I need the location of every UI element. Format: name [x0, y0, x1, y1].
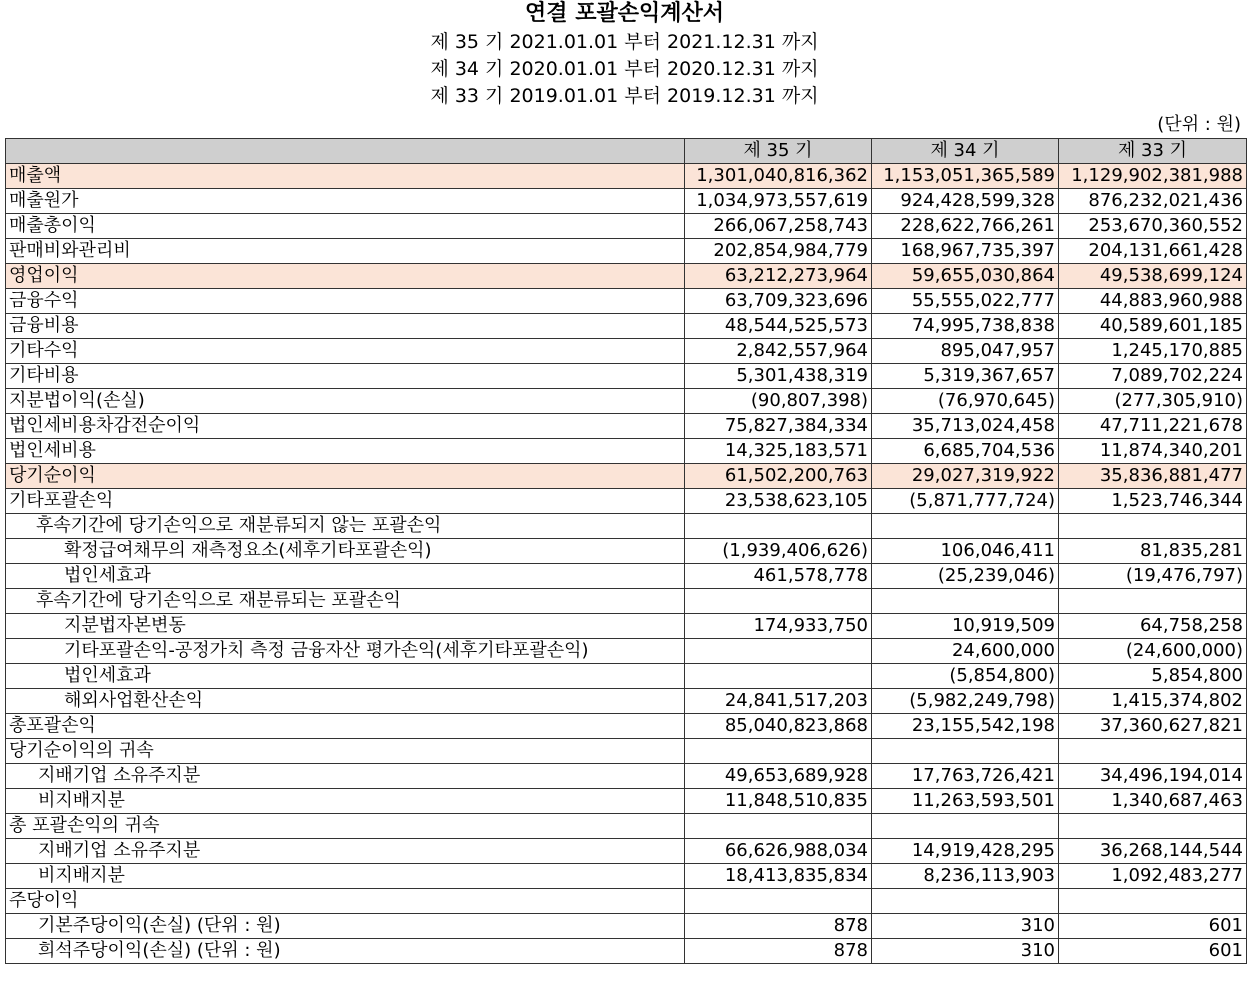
row-value-34: 228,622,766,261 — [872, 214, 1059, 239]
row-value-35: 266,067,258,743 — [685, 214, 872, 239]
table-row — [6, 389, 1247, 414]
row-label: 후속기간에 당기손익으로 재분류되지 않는 포괄손익 — [6, 514, 685, 539]
row-label: 법인세비용차감전순이익 — [6, 414, 685, 439]
row-label: 당기순이익의 귀속 — [6, 739, 685, 764]
header-period-34: 제 34 기 — [872, 139, 1059, 164]
row-value-35: 461,578,778 — [685, 564, 872, 589]
row-value-35: 2,842,557,964 — [685, 339, 872, 364]
row-label: 지분법이익(손실) — [6, 389, 685, 414]
header-account — [6, 139, 685, 164]
row-value-33: (277,305,910) — [1059, 389, 1247, 414]
row-value-33: 1,245,170,885 — [1059, 339, 1247, 364]
row-value-35: 49,653,689,928 — [685, 764, 872, 789]
table-row — [6, 514, 1247, 539]
row-value-35: 18,413,835,834 — [685, 864, 872, 889]
row-value-33 — [1059, 739, 1247, 764]
row-value-34 — [872, 814, 1059, 839]
row-value-34: 23,155,542,198 — [872, 714, 1059, 739]
row-value-34: 29,027,319,922 — [872, 464, 1059, 489]
table-row — [6, 339, 1247, 364]
row-value-34 — [872, 889, 1059, 914]
table-row — [6, 489, 1247, 514]
row-value-33: 49,538,699,124 — [1059, 264, 1247, 289]
table-row — [6, 264, 1247, 289]
row-label: 법인세효과 — [6, 664, 685, 689]
row-value-35: 1,301,040,816,362 — [685, 164, 872, 189]
row-value-35: 75,827,384,334 — [685, 414, 872, 439]
table-row — [6, 864, 1247, 889]
row-value-34: 59,655,030,864 — [872, 264, 1059, 289]
row-value-35 — [685, 889, 872, 914]
row-value-34: 17,763,726,421 — [872, 764, 1059, 789]
row-value-34 — [872, 514, 1059, 539]
table-row — [6, 839, 1247, 864]
row-value-34: (76,970,645) — [872, 389, 1059, 414]
row-value-35: (90,807,398) — [685, 389, 872, 414]
row-value-35: 14,325,183,571 — [685, 439, 872, 464]
row-value-34: 11,263,593,501 — [872, 789, 1059, 814]
row-value-33: 1,092,483,277 — [1059, 864, 1247, 889]
row-value-35: 878 — [685, 914, 872, 939]
row-label: 비지배지분 — [6, 789, 685, 814]
row-label: 총포괄손익 — [6, 714, 685, 739]
table-row — [6, 439, 1247, 464]
table-row — [6, 589, 1247, 614]
row-value-33 — [1059, 589, 1247, 614]
row-value-33: 601 — [1059, 914, 1247, 939]
row-value-35: 48,544,525,573 — [685, 314, 872, 339]
row-value-35 — [685, 739, 872, 764]
table-row — [6, 164, 1247, 189]
table-row — [6, 664, 1247, 689]
row-label: 해외사업환산손익 — [6, 689, 685, 714]
table-row — [6, 414, 1247, 439]
table-row — [6, 639, 1247, 664]
row-value-34: 14,919,428,295 — [872, 839, 1059, 864]
row-value-33: 1,340,687,463 — [1059, 789, 1247, 814]
row-value-35: 24,841,517,203 — [685, 689, 872, 714]
row-value-34: 74,995,738,838 — [872, 314, 1059, 339]
row-value-35 — [685, 589, 872, 614]
header-period-35: 제 35 기 — [685, 139, 872, 164]
row-value-35: 63,212,273,964 — [685, 264, 872, 289]
row-value-33: (24,600,000) — [1059, 639, 1247, 664]
row-value-35: 23,538,623,105 — [685, 489, 872, 514]
row-value-35: (1,939,406,626) — [685, 539, 872, 564]
table-row — [6, 314, 1247, 339]
row-value-33: 81,835,281 — [1059, 539, 1247, 564]
row-value-33: 35,836,881,477 — [1059, 464, 1247, 489]
row-value-34: (25,239,046) — [872, 564, 1059, 589]
row-value-35: 174,933,750 — [685, 614, 872, 639]
row-label: 기타비용 — [6, 364, 685, 389]
period-line-35: 제 35 기 2021.01.01 부터 2021.12.31 까지 — [430, 31, 819, 53]
row-value-35: 11,848,510,835 — [685, 789, 872, 814]
table-row — [6, 714, 1247, 739]
row-label: 법인세효과 — [6, 564, 685, 589]
table-row — [6, 939, 1247, 964]
row-value-35 — [685, 664, 872, 689]
table-row — [6, 739, 1247, 764]
row-label: 판매비와관리비 — [6, 239, 685, 264]
row-value-35: 61,502,200,763 — [685, 464, 872, 489]
table-row — [6, 464, 1247, 489]
row-value-34: 10,919,509 — [872, 614, 1059, 639]
table-row — [6, 539, 1247, 564]
row-value-35: 202,854,984,779 — [685, 239, 872, 264]
row-label: 희석주당이익(손실) (단위 : 원) — [6, 939, 685, 964]
row-label: 기타포괄손익 — [6, 489, 685, 514]
row-value-33: 64,758,258 — [1059, 614, 1247, 639]
row-value-33: 44,883,960,988 — [1059, 289, 1247, 314]
period-line-33: 제 33 기 2019.01.01 부터 2019.12.31 까지 — [430, 85, 819, 107]
row-label: 영업이익 — [6, 264, 685, 289]
row-value-34: 106,046,411 — [872, 539, 1059, 564]
period-line-34: 제 34 기 2020.01.01 부터 2020.12.31 까지 — [430, 58, 819, 80]
table-row — [6, 914, 1247, 939]
row-value-33: 47,711,221,678 — [1059, 414, 1247, 439]
row-value-35: 85,040,823,868 — [685, 714, 872, 739]
row-value-34: 1,153,051,365,589 — [872, 164, 1059, 189]
row-value-34: 895,047,957 — [872, 339, 1059, 364]
row-value-35: 878 — [685, 939, 872, 964]
table-body — [6, 164, 1247, 964]
row-label: 지배기업 소유주지분 — [6, 764, 685, 789]
row-value-35: 63,709,323,696 — [685, 289, 872, 314]
row-label: 매출액 — [6, 164, 685, 189]
row-value-33: 36,268,144,544 — [1059, 839, 1247, 864]
table-row — [6, 564, 1247, 589]
row-label: 매출원가 — [6, 189, 685, 214]
row-label: 비지배지분 — [6, 864, 685, 889]
row-value-33: 1,523,746,344 — [1059, 489, 1247, 514]
header-period-33: 제 33 기 — [1059, 139, 1247, 164]
table-row — [6, 614, 1247, 639]
table-row — [6, 364, 1247, 389]
document-title: 연결 포괄손익계산서 — [525, 1, 724, 26]
table-row — [6, 814, 1247, 839]
row-value-33: 40,589,601,185 — [1059, 314, 1247, 339]
row-value-34 — [872, 589, 1059, 614]
row-value-34: (5,982,249,798) — [872, 689, 1059, 714]
row-value-34: 35,713,024,458 — [872, 414, 1059, 439]
row-value-33 — [1059, 889, 1247, 914]
row-value-34: 168,967,735,397 — [872, 239, 1059, 264]
row-value-34: (5,854,800) — [872, 664, 1059, 689]
table-header-row — [6, 139, 1247, 164]
table-row — [6, 889, 1247, 914]
row-value-33: 1,415,374,802 — [1059, 689, 1247, 714]
row-value-34: (5,871,777,724) — [872, 489, 1059, 514]
table-row — [6, 289, 1247, 314]
row-label: 금융비용 — [6, 314, 685, 339]
row-value-33: 253,670,360,552 — [1059, 214, 1247, 239]
table-row — [6, 689, 1247, 714]
row-value-34 — [872, 739, 1059, 764]
income-statement-table — [5, 138, 1247, 964]
row-value-34: 924,428,599,328 — [872, 189, 1059, 214]
table-row — [6, 214, 1247, 239]
row-value-33: 11,874,340,201 — [1059, 439, 1247, 464]
row-label: 당기순이익 — [6, 464, 685, 489]
row-label: 지배기업 소유주지분 — [6, 839, 685, 864]
row-label: 기본주당이익(손실) (단위 : 원) — [6, 914, 685, 939]
unit-label: (단위 : 원) — [1157, 114, 1241, 135]
row-label: 금융수익 — [6, 289, 685, 314]
row-value-34: 8,236,113,903 — [872, 864, 1059, 889]
row-value-33 — [1059, 814, 1247, 839]
row-label: 기타수익 — [6, 339, 685, 364]
row-value-33: 1,129,902,381,988 — [1059, 164, 1247, 189]
row-value-33: 34,496,194,014 — [1059, 764, 1247, 789]
table-row — [6, 239, 1247, 264]
row-value-34: 310 — [872, 914, 1059, 939]
row-value-34: 55,555,022,777 — [872, 289, 1059, 314]
row-value-33: 37,360,627,821 — [1059, 714, 1247, 739]
row-value-33: 601 — [1059, 939, 1247, 964]
row-value-34: 24,600,000 — [872, 639, 1059, 664]
row-value-34: 310 — [872, 939, 1059, 964]
row-label: 기타포괄손익-공정가치 측정 금융자산 평가손익(세후기타포괄손익) — [6, 639, 685, 664]
row-value-35: 5,301,438,319 — [685, 364, 872, 389]
row-value-34: 5,319,367,657 — [872, 364, 1059, 389]
row-label: 확정급여채무의 재측정요소(세후기타포괄손익) — [6, 539, 685, 564]
row-value-35: 66,626,988,034 — [685, 839, 872, 864]
row-value-33: (19,476,797) — [1059, 564, 1247, 589]
row-label: 지분법자본변동 — [6, 614, 685, 639]
table-row — [6, 789, 1247, 814]
row-label: 총 포괄손익의 귀속 — [6, 814, 685, 839]
row-value-35 — [685, 514, 872, 539]
row-label: 후속기간에 당기손익으로 재분류되는 포괄손익 — [6, 589, 685, 614]
row-value-35 — [685, 814, 872, 839]
table-row — [6, 189, 1247, 214]
row-value-35 — [685, 639, 872, 664]
row-value-33: 876,232,021,436 — [1059, 189, 1247, 214]
row-value-33: 7,089,702,224 — [1059, 364, 1247, 389]
row-value-33: 5,854,800 — [1059, 664, 1247, 689]
row-label: 매출총이익 — [6, 214, 685, 239]
row-value-34: 6,685,704,536 — [872, 439, 1059, 464]
row-value-33 — [1059, 514, 1247, 539]
row-value-33: 204,131,661,428 — [1059, 239, 1247, 264]
row-label: 법인세비용 — [6, 439, 685, 464]
table-row — [6, 764, 1247, 789]
row-value-35: 1,034,973,557,619 — [685, 189, 872, 214]
row-label: 주당이익 — [6, 889, 685, 914]
